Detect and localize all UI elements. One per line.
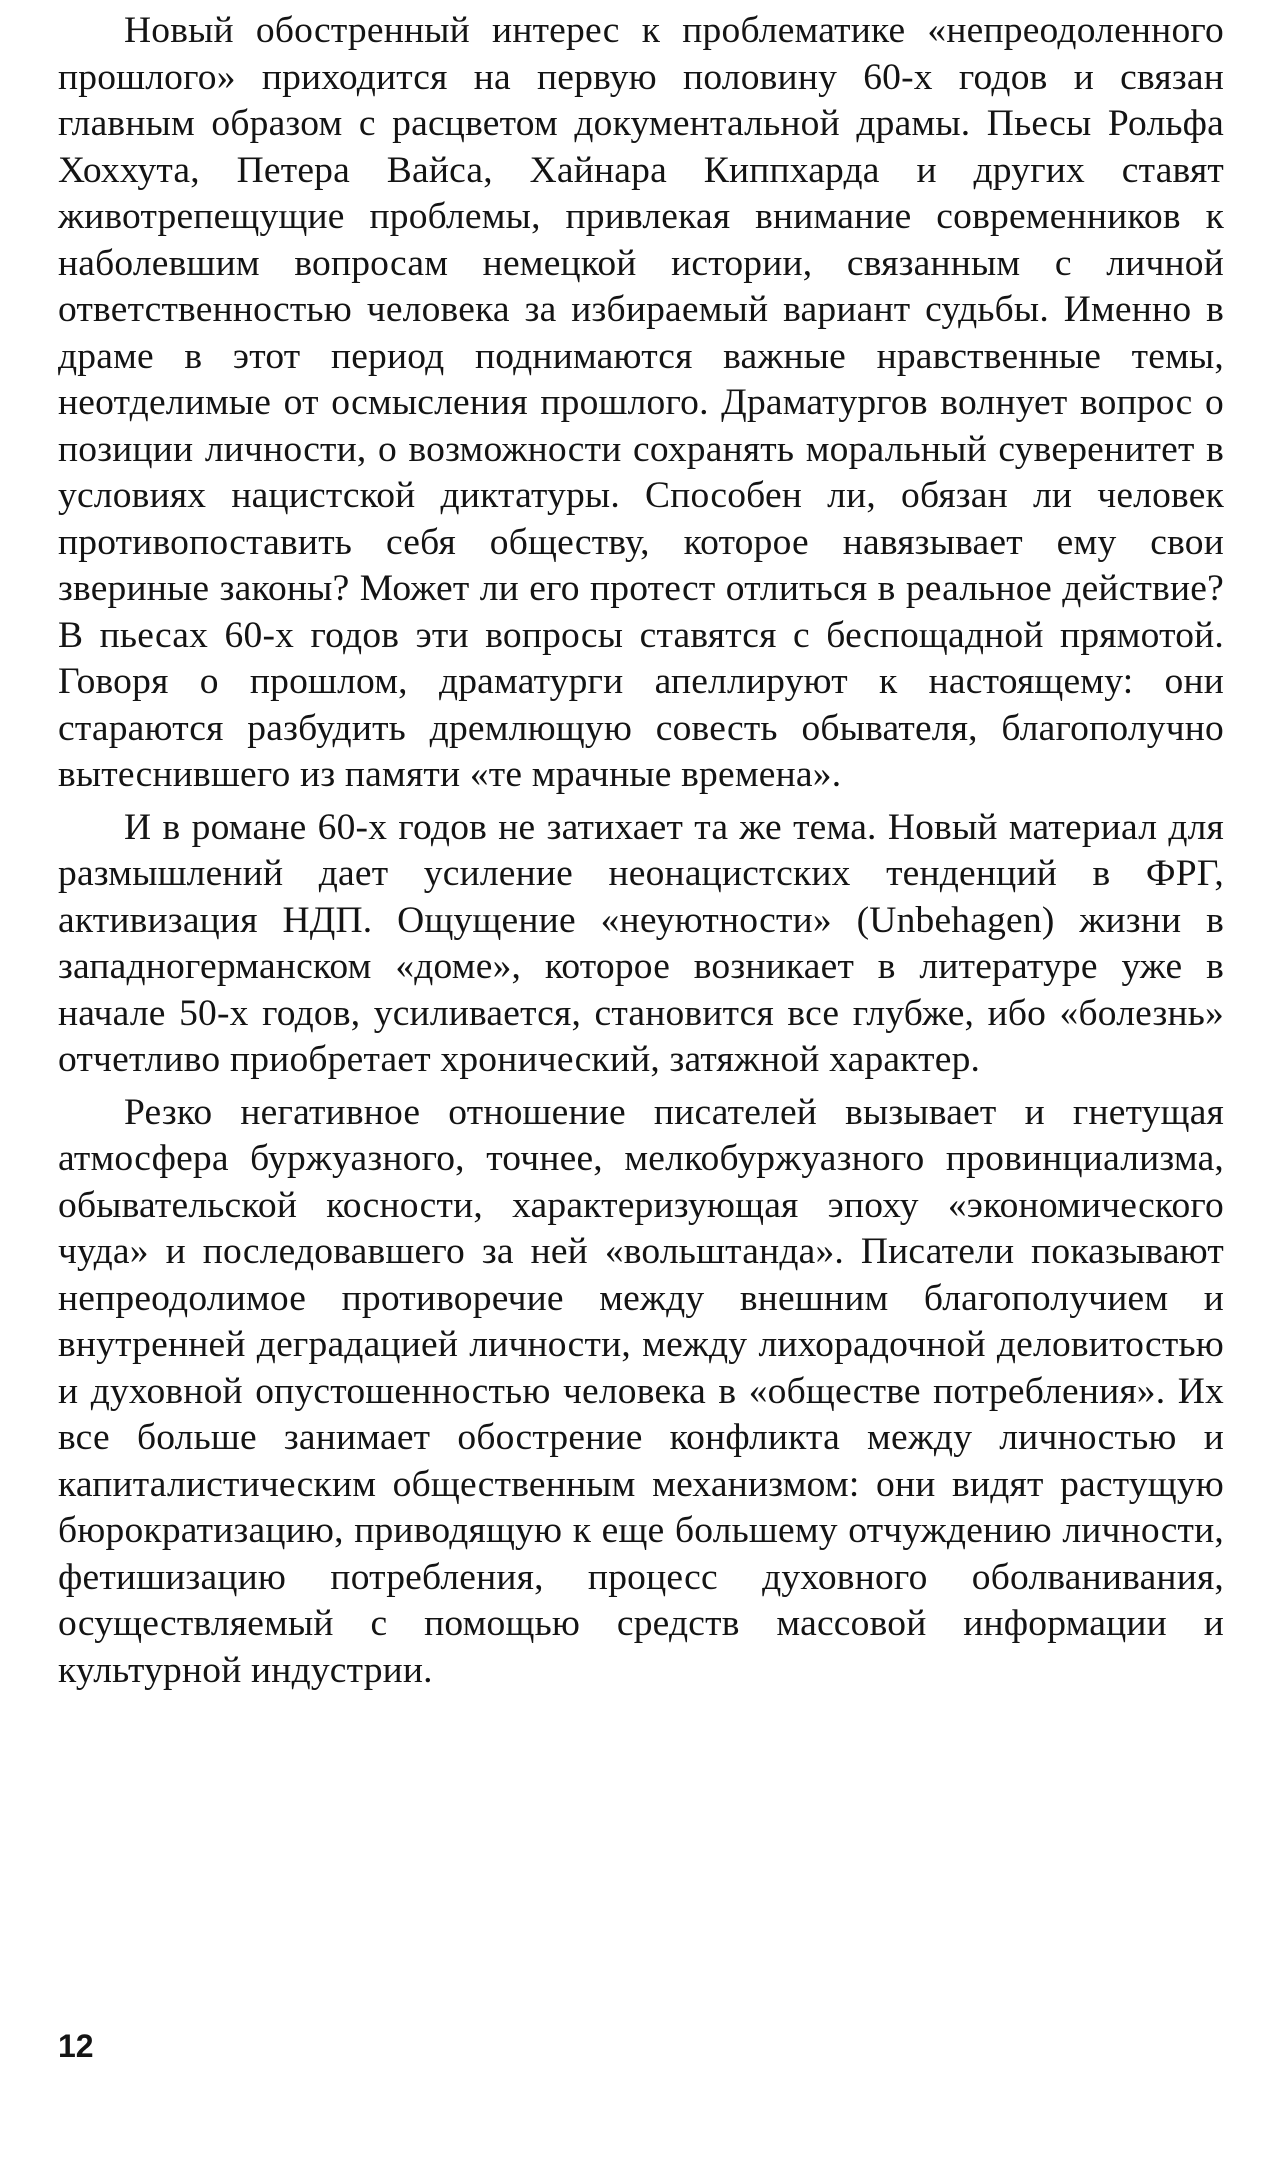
paragraph-1: Новый обостренный интерес к проблематике «непреодоленного прошлого» приходится на первую половину 60-х годов и связан главным образом с расцветом документальной драмы. Пьесы Рольфа Хоххута, Петера Вайса, Хайнара Киппхарда и других ставят животрепещущие проблемы, привлекая внимание современников к наболевшим вопросам немецкой истории, связанным с личной ответственностью человека за избираемый вариант судьбы. Именно в драме в этот период поднимаются важные нравственные темы, неотделимые от осмысления прошлого. Драматургов волнует вопрос о позиции личности, о возможности сохранять моральный суверенитет в условиях нацистской диктатуры. Способен ли, обязан ли человек противопоставить себя обществу, которое навязывает ему свои звериные законы? Может ли его протест отлиться в реальное действие? В пьесах 60-х годов эти вопросы ставятся с беспощадной прямотой. Говоря о прошлом, драматурги апеллируют к настоящему: они стараются разбудить дремлющую совесть обывателя, благополучно вытеснившего из памяти «те мрачные времена». — [58, 10, 1224, 795]
page-number: 12 — [58, 2028, 94, 2064]
paragraph-2: И в романе 60-х годов не затихает та же тема. Новый материал для размышлений дает усиление неонацистских тенденций в ФРГ, активизация НДП. Ощущение «неуютности» (Unbehagen) жизни в западногерманском «доме», которое возникает в литературе уже в начале 50-х годов, усиливается, становится все глубже, ибо «болезнь» отчетливо приобретает хронический, затяжной характер. — [58, 806, 1224, 1080]
page-body — [58, 8, 1224, 1694]
paragraph-3: Резко негативное отношение писателей вызывает и гнетущая атмосфера буржуазного, точнее, мелкобуржуазного провинциализма, обывательской косности, характеризующая эпоху «экономического чуда» и последовавшего за ней «вольштанда». Писатели показывают непреодолимое противоречие между внешним благополучием и внутренней деградацией личности, между лихорадочной деловитостью и духовной опустошенностью человека в «обществе потребления». Их все больше занимает обострение конфликта между личностью и капиталистическим общественным механизмом: они видят растущую бюрократизацию, приводящую к еще большему отчуждению личности, фетишизацию потребления, процесс духовного оболванивания, осуществляемый с помощью средств массовой информации и культурной индустрии. — [58, 1091, 1224, 1691]
